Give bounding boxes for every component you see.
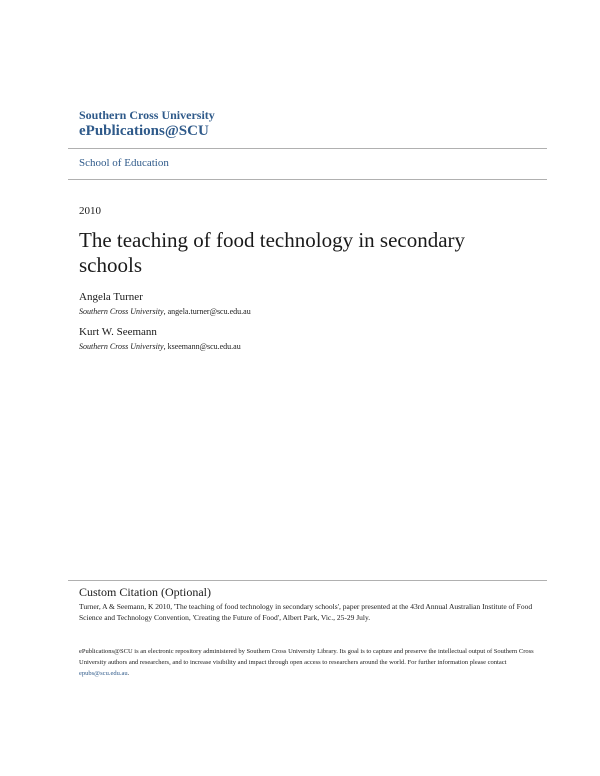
author-institution: Southern Cross University bbox=[79, 342, 164, 351]
author-name[interactable]: Angela Turner bbox=[79, 291, 143, 303]
citation-heading: Custom Citation (Optional) bbox=[79, 585, 211, 599]
contact-email-link[interactable]: epubs@scu.edu.au bbox=[79, 670, 128, 677]
repository-name-link[interactable]: ePublications@SCU bbox=[79, 123, 209, 139]
author-name[interactable]: Kurt W. Seemann bbox=[79, 326, 157, 338]
author-institution: Southern Cross University bbox=[79, 307, 164, 316]
author-affiliation bbox=[79, 342, 241, 352]
author-email: , angela.turner@scu.edu.au bbox=[163, 307, 251, 316]
paper-title[interactable]: The teaching of food technology in secondary schools bbox=[79, 228, 466, 277]
divider-middle bbox=[68, 179, 547, 180]
school-link[interactable]: School of Education bbox=[79, 157, 169, 169]
notice-text: ePublications@SCU is an electronic repository administered by Southern Cross University Library. Its goal is to capture and preserve the intellectual output of Southern Cross University authors and researchers, and to increase visibility and impact through open access to researchers around the world. For further information please contact bbox=[79, 648, 534, 666]
notice-end: . bbox=[127, 670, 130, 677]
citation-text: Turner, A & Seemann, K 2010, 'The teaching of food technology in secondary schools', paper presented at the 43rd Annual Australian Institute of Food Science and Technology Convention, 'Creating the Future of Food', Albert Park, Vic., 25-29 July. bbox=[79, 602, 533, 622]
divider-top bbox=[68, 148, 547, 149]
publication-year: 2010 bbox=[79, 205, 101, 217]
author-entry bbox=[79, 291, 251, 317]
repository-notice bbox=[79, 646, 549, 679]
repository-header bbox=[79, 108, 215, 140]
author-affiliation bbox=[79, 307, 251, 317]
divider-bottom bbox=[68, 580, 547, 581]
author-entry bbox=[79, 326, 241, 352]
university-name-link[interactable]: Southern Cross University bbox=[79, 108, 215, 122]
author-email: , kseemann@scu.edu.au bbox=[163, 342, 241, 351]
